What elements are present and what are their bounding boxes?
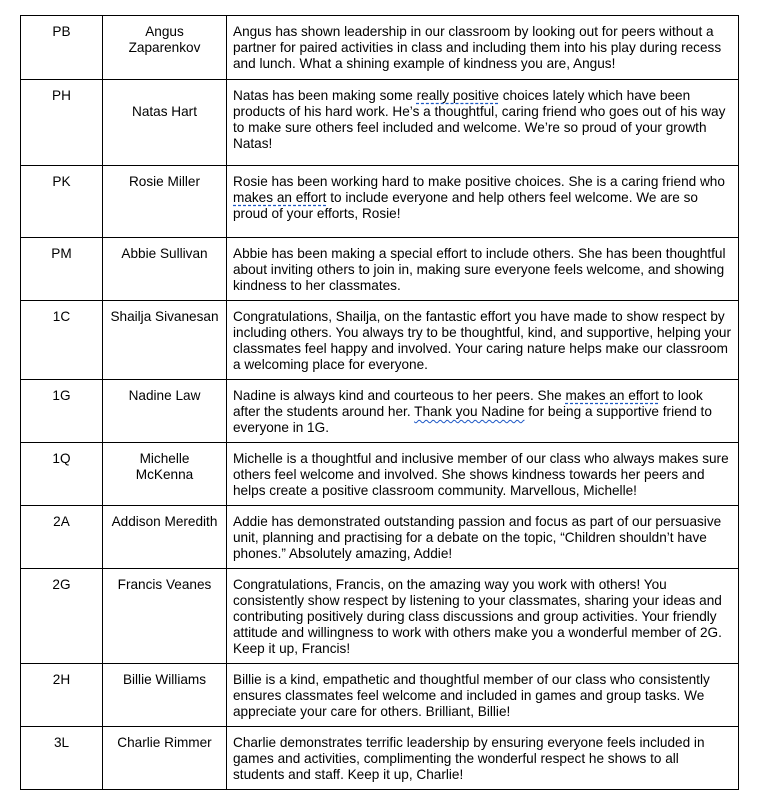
message-cell: [227, 238, 739, 301]
message-text: Charlie demonstrates terrific leadership by ensuring everyone feels included in games and activities, complimenting the wonderful respect he shows to all students and staff. Keep it up, Charlie!: [233, 735, 705, 782]
message-text: Nadine is always kind and courteous to her peers. She: [233, 388, 566, 403]
message-cell: [227, 506, 739, 569]
table-row: [21, 569, 739, 664]
table-row: [21, 380, 739, 443]
class-cell: 1G: [21, 380, 103, 443]
message-cell: [227, 301, 739, 380]
grammar-check-phrase[interactable]: Thank you Nadine: [414, 404, 525, 419]
class-cell: PM: [21, 238, 103, 301]
table-row: [21, 238, 739, 301]
table-row: [21, 506, 739, 569]
table-row: [21, 80, 739, 166]
class-cell: 1C: [21, 301, 103, 380]
class-cell: 2G: [21, 569, 103, 664]
class-cell: 2A: [21, 506, 103, 569]
message-text: Congratulations, Francis, on the amazing way you work with others! You consistently show respect by listening to your classmates, sharing your ideas and contributing positively during class discussions and group activities. Your friendly attitude and willingness to work with others make you a wonderful member of 2G. Keep it up, Francis!: [233, 577, 722, 656]
class-cell: 1Q: [21, 443, 103, 506]
table-row: [21, 16, 739, 80]
message-text: for being a supportive friend to everyone in 1G.: [233, 404, 712, 435]
message-cell: [227, 380, 739, 443]
table-row: [21, 727, 739, 790]
table-row: [21, 301, 739, 380]
table-row: [21, 166, 739, 238]
message-cell: [227, 80, 739, 166]
message-text: choices lately which have been products of his hard work. He’s a thoughtful, caring friend who goes out of his way to make sure others feel included and welcome. We’re so proud of your growth Natas!: [233, 88, 726, 151]
message-text: Angus has shown leadership in our classroom by looking out for peers without a partner for paired activities in class and including them into his play during recess and lunch. What a shining example of kindness you are, Angus!: [233, 24, 722, 71]
message-text: Natas has been making some: [233, 88, 417, 103]
class-cell: 2H: [21, 664, 103, 727]
student-name: Natas Hart: [132, 104, 197, 119]
message-cell: [227, 569, 739, 664]
message-text: to include everyone and help others feel welcome. We are so proud of your efforts, Rosie!: [233, 190, 698, 221]
student-name-cell: Nadine Law: [103, 380, 227, 443]
class-cell: PK: [21, 166, 103, 238]
table-row: [21, 443, 739, 506]
message-text: Billie is a kind, empathetic and thoughtful member of our class who consistently ensures classmates feel welcome and included in games and group tasks. We appreciate your care for others. Brilliant, Billie!: [233, 672, 710, 719]
message-text: to look after the students around her.: [233, 388, 703, 419]
student-name-cell: Michelle McKenna: [103, 443, 227, 506]
student-name-cell: Shailja Sivanesan: [103, 301, 227, 380]
message-text: Michelle is a thoughtful and inclusive member of our class who always makes sure others feel welcome and involved. She shows kindness towards her peers and helps create a positive classroom community. Marvellous, Michelle!: [233, 451, 729, 498]
student-name-cell: Francis Veanes: [103, 569, 227, 664]
class-cell: PB: [21, 16, 103, 80]
student-name-cell: [103, 80, 227, 166]
student-name-cell: Charlie Rimmer: [103, 727, 227, 790]
message-text: Rosie has been working hard to make positive choices. She is a caring friend who: [233, 174, 725, 189]
message-cell: [227, 443, 739, 506]
student-name-cell: Angus Zaparenkov: [103, 16, 227, 80]
spellcheck-phrase[interactable]: really positive: [416, 88, 499, 103]
awards-table: [20, 15, 739, 790]
message-text: Addie has demonstrated outstanding passion and focus as part of our persuasive unit, planning and practising for a debate on the topic, “Children shouldn’t have phones.” Absolutely amazing, Addie!: [233, 514, 722, 561]
class-cell: 3L: [21, 727, 103, 790]
message-text: Congratulations, Shailja, on the fantastic effort you have made to show respect by including others. You always try to be thoughtful, kind, and supportive, helping your classmates feel happy and involved. Your caring nature helps make our classroom a welcoming place for everyone.: [233, 309, 732, 372]
message-cell: [227, 664, 739, 727]
message-cell: [227, 727, 739, 790]
student-name-cell: Rosie Miller: [103, 166, 227, 238]
student-name-cell: Addison Meredith: [103, 506, 227, 569]
student-name-cell: Billie Williams: [103, 664, 227, 727]
class-cell: PH: [21, 80, 103, 166]
message-cell: [227, 16, 739, 80]
student-name-cell: Abbie Sullivan: [103, 238, 227, 301]
table-row: [21, 664, 739, 727]
spellcheck-phrase[interactable]: makes an effort: [565, 388, 659, 403]
message-text: Abbie has been making a special effort to include others. She has been thoughtful about inviting others to join in, making sure everyone feels welcome, and showing kindness to her classmates.: [233, 246, 726, 293]
spellcheck-phrase[interactable]: makes an effort: [233, 190, 327, 205]
message-cell: [227, 166, 739, 238]
